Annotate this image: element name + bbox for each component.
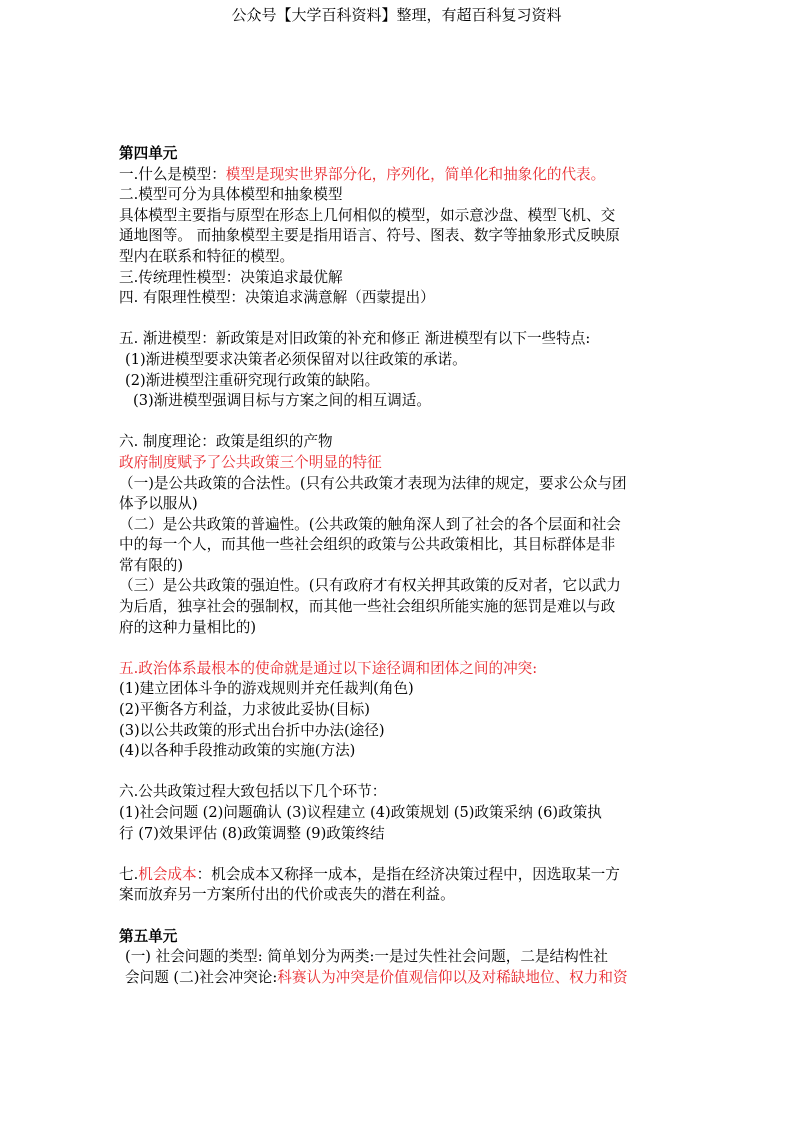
opportunity-cost-line: 案而放弃另一方案所付出的代价或丧失的潜在利益。 xyxy=(119,886,455,904)
bounded-rational-model: 四. 有限理性模型：决策追求满意解（西蒙提出） xyxy=(119,289,435,307)
page-header: 公众号【大学百科资料】整理，有超百科复习资料 xyxy=(231,6,562,24)
spacer xyxy=(119,638,679,659)
rational-model: 三.传统理性模型：决策追求最优解 xyxy=(119,268,343,286)
mission-item: (1)建立团体斗争的游戏规则并充任裁判(角色) xyxy=(119,680,414,698)
social-problem-types: (一) 社会问题的类型: 简单划分为两类:一是过失性社会问题，二是结构性社 xyxy=(125,948,608,966)
political-mission-heading: 五.政治体系最根本的使命就是通过以下途径调和团体之间的冲突: xyxy=(119,659,538,677)
social-conflict-definition: 科赛认为冲突是价值观信仰以及对稀缺地位、权力和资 xyxy=(277,968,628,986)
spacer xyxy=(119,762,679,783)
spacer xyxy=(119,906,679,927)
incremental-item: (2)渐进模型注重研究现行政策的缺陷。 xyxy=(125,371,380,389)
opportunity-prefix: 七. xyxy=(119,865,139,883)
incremental-item: (3)渐进模型强调目标与方案之间的相互调适。 xyxy=(133,392,431,410)
mission-item: (2)平衡各方利益，力求彼此妥协(目标) xyxy=(119,701,370,719)
model-types: 二.模型可分为具体模型和抽象模型 xyxy=(119,186,343,204)
model-desc-line: 具体模型主要指与原型在形态上几何相似的模型，如示意沙盘、模型飞机、交 xyxy=(119,206,616,224)
spacer xyxy=(119,412,679,433)
model-question: 一.什么是模型： xyxy=(119,165,226,183)
institution-feature-line: （三）是公共政策的强迫性。(只有政府才有权关押其政策的反对者，它以武力 xyxy=(119,577,621,595)
social-conflict-theory xyxy=(119,968,679,989)
institution-feature-line: 体予以服从) xyxy=(119,495,198,513)
opportunity-definition: ：机会成本又称择一成本，是指在经济决策过程中，因选取某一方 xyxy=(196,865,620,883)
mission-item: (3)以公共政策的形式出台折中办法(途径) xyxy=(119,721,385,739)
model-desc-line: 通地图等。 而抽象模型主要是指用语言、符号、图表、数字等抽象形式反映原 xyxy=(119,227,620,245)
institution-features-heading: 政府制度赋予了公共政策三个明显的特征 xyxy=(119,453,382,471)
opportunity-term: 机会成本 xyxy=(138,865,197,883)
policy-process-line: (1)社会问题 (2)问题确认 (3)议程建立 (4)政策规划 (5)政策采纳 (6)政策执 xyxy=(119,804,602,821)
document-body xyxy=(119,144,679,988)
institution-theory: 六. 制度理论：政策是组织的产物 xyxy=(119,433,333,451)
model-answer: 模型是现实世界部分化，序列化，简单化和抽象化的代表。 xyxy=(225,165,606,183)
opportunity-cost xyxy=(119,865,679,886)
policy-process-heading: 六.公共政策过程大致包括以下几个环节： xyxy=(119,783,387,801)
institution-feature-line: 中的每一个人，而其他一些社会组织的政策与公共政策相比，其目标群体是非 xyxy=(119,536,616,554)
unit4-title: 第四单元 xyxy=(119,145,178,162)
institution-feature-line: 府的这种力量相比的) xyxy=(119,618,257,636)
spacer xyxy=(119,309,679,330)
incremental-model: 五. 渐进模型：新政策是对旧政策的补充和修正 渐进模型有以下一些特点: xyxy=(119,330,591,348)
institution-feature-line: （二）是公共政策的普遍性。(公共政策的触角深人到了社会的各个层面和社会 xyxy=(119,515,621,533)
policy-process-line: 行 (7)效果评估 (8)政策调整 (9)政策终结 xyxy=(119,824,385,842)
unit5-title: 第五单元 xyxy=(119,927,178,945)
institution-feature-line: 常有限的) xyxy=(119,556,184,574)
institution-feature-line: （一)是公共政策的合法性。(只有公共政策才表现为法律的规定，要求公众与团 xyxy=(119,474,627,492)
social-conflict-label: 会问题 (二)社会冲突论: xyxy=(125,968,278,986)
model-definition xyxy=(119,165,679,186)
model-desc-line: 型内在联系和特征的模型。 xyxy=(119,247,295,265)
spacer xyxy=(119,844,679,865)
incremental-item: (1)渐进模型要求决策者必须保留对以往政策的承诺。 xyxy=(125,350,467,368)
mission-item: (4)以各种手段推动政策的实施(方法) xyxy=(119,742,356,760)
institution-feature-line: 为后盾，独享社会的强制权，而其他一些社会组织所能实施的惩罚是难以与政 xyxy=(119,598,616,616)
